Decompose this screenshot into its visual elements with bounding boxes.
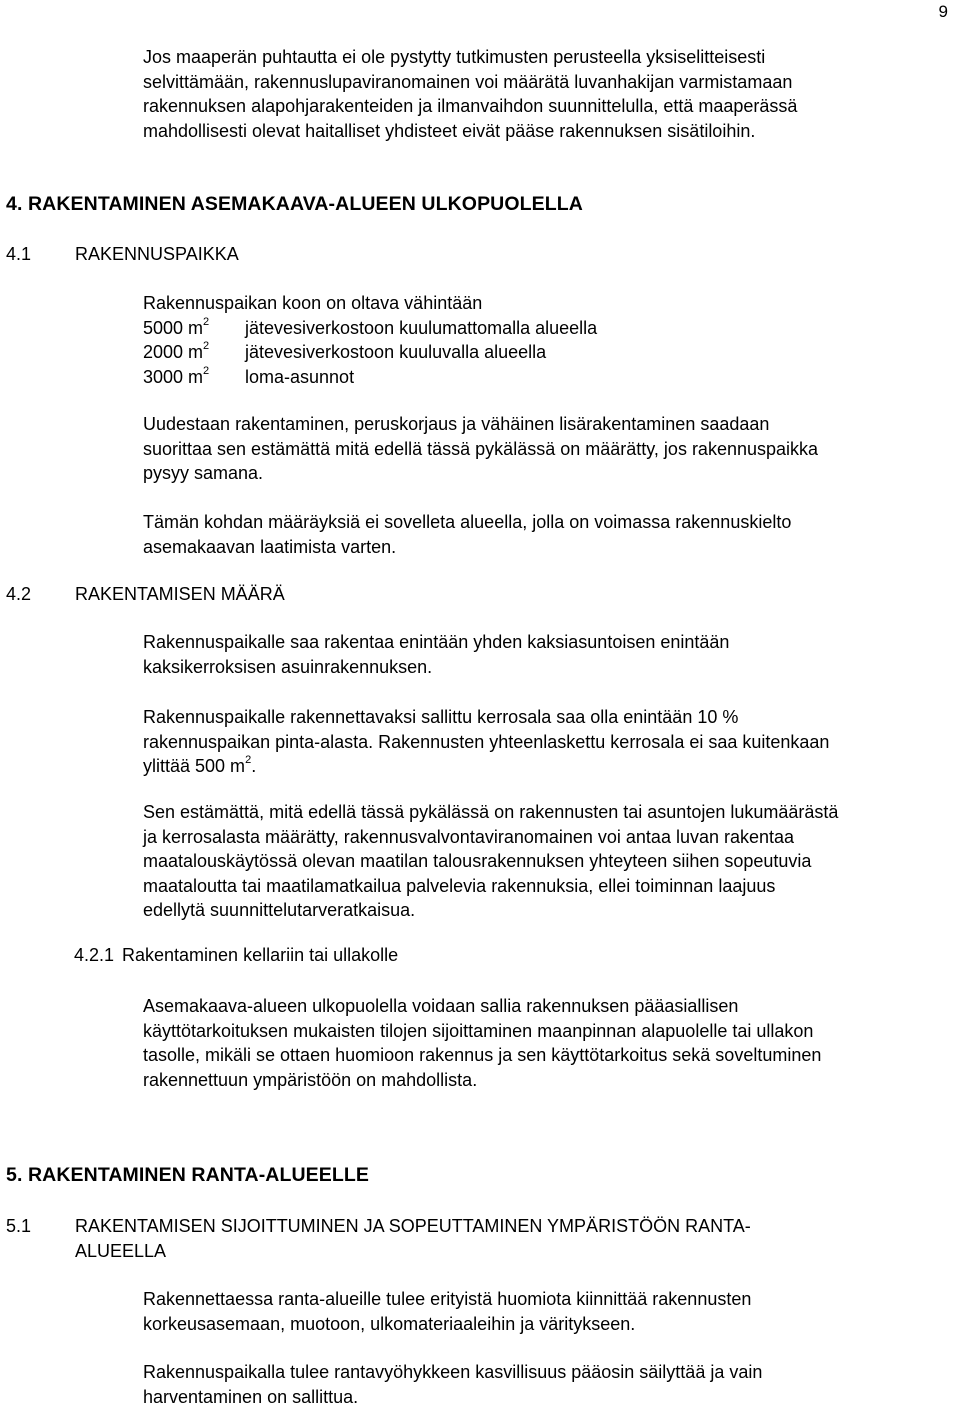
paragraph (143, 800, 953, 923)
section-title-line: RAKENTAMISEN SIJOITTUMINEN JA SOPEUTTAMINEN YMPÄRISTÖÖN RANTA- (75, 1214, 946, 1239)
text-line: maatalouskäytössä olevan maatilan talousrakennuksen yhteyteen siihen sopeutuvia (143, 849, 953, 874)
section-4-2-1-heading (74, 945, 398, 966)
section-4-1-heading (6, 242, 946, 267)
section-4-heading: 4. RAKENTAMINEN ASEMAKAAVA-ALUEEN ULKOPUOLELLA (6, 193, 583, 216)
paragraph (143, 705, 953, 779)
text-line: rakennuksen alapohjarakenteiden ja ilmanvaihdon suunnittelulla, että maaperässä (143, 94, 953, 119)
text-line: rakennuspaikan pinta-alasta. Rakennusten yhteenlaskettu kerrosala ei saa kuitenkaan (143, 730, 953, 755)
section-4-2-heading (6, 582, 946, 607)
plot-size-lead: Rakennuspaikan koon on oltava vähintään (143, 291, 597, 316)
section-title: RAKENTAMISEN MÄÄRÄ (75, 582, 946, 607)
section-5-1-heading (6, 1214, 946, 1264)
area-size: 2000 $m^2$ (143, 340, 245, 365)
text-line: suorittaa sen estämättä mitä edellä tässä pykälässä on määrätty, jos rakennuspaikka (143, 437, 953, 462)
plot-size-requirements (143, 291, 597, 389)
paragraph (143, 1287, 953, 1336)
section-number: 4.1 (6, 242, 31, 267)
area-row (143, 340, 597, 365)
area-description: loma-asunnot (245, 365, 354, 390)
area-size: 5000 $m^2$ (143, 316, 245, 341)
text-line: maataloutta tai maatilamatkailua palvelevia rakennuksia, ellei toiminnan laajuus (143, 874, 953, 899)
paragraph (143, 994, 953, 1092)
paragraph (143, 412, 953, 486)
page-number: 9 (939, 2, 948, 22)
text-line: Asemakaava-alueen ulkopuolella voidaan sallia rakennuksen pääasiallisen (143, 994, 953, 1019)
text-line: Rakennuspaikalle saa rakentaa enintään yhden kaksiasuntoisen enintään (143, 630, 953, 655)
area-row (143, 365, 597, 390)
text-line: tasolle, mikäli se ottaen huomioon rakennus ja sen käyttötarkoitus sekä soveltuminen (143, 1043, 953, 1068)
text-line: Rakennuspaikalle rakennettavaksi sallittu kerrosala saa olla enintään 10 % (143, 705, 953, 730)
text-line: selvittämään, rakennuslupaviranomainen voi määrätä luvanhakijan varmistamaan (143, 70, 953, 95)
area-row (143, 316, 597, 341)
text-line: Tämän kohdan määräyksiä ei sovelleta alueella, jolla on voimassa rakennuskielto (143, 510, 953, 535)
paragraph (143, 1360, 953, 1409)
paragraph (143, 510, 953, 559)
text-line: ja kerrosalasta määrätty, rakennusvalvontaviranomainen voi antaa luvan rakentaa (143, 825, 953, 850)
text-line: harventaminen on sallittua. (143, 1385, 953, 1409)
text-line: kaksikerroksisen asuinrakennuksen. (143, 655, 953, 680)
text-line: pysyy samana. (143, 461, 953, 486)
text-line: Rakennettaessa ranta-alueille tulee erityistä huomiota kiinnittää rakennusten (143, 1287, 953, 1312)
text-line: käyttötarkoituksen mukaisten tilojen sijoittaminen maanpinnan alapuolelle tai ullakon (143, 1019, 953, 1044)
text-line: korkeusasemaan, muotoon, ulkomateriaaleihin ja väritykseen. (143, 1312, 953, 1337)
area-description: jätevesiverkostoon kuuluvalla alueella (245, 340, 546, 365)
text-line: asemakaavan laatimista varten. (143, 535, 953, 560)
text-line: Jos maaperän puhtautta ei ole pystytty tutkimusten perusteella yksiselitteisesti (143, 45, 953, 70)
area-description: jätevesiverkostoon kuulumattomalla alueella (245, 316, 597, 341)
text-line: ylittää 500 $m^2$. (143, 754, 953, 779)
section-number: 4.2 (6, 582, 31, 607)
text-line: Sen estämättä, mitä edellä tässä pykälässä on rakennusten tai asuntojen lukumäärästä (143, 800, 953, 825)
text-line: Rakennuspaikalla tulee rantavyöhykkeen kasvillisuus pääosin säilyttää ja vain (143, 1360, 953, 1385)
text-line: mahdollisesti olevat haitalliset yhdisteet eivät pääse rakennuksen sisätiloihin. (143, 119, 953, 144)
section-title: Rakentaminen kellariin tai ullakolle (122, 945, 398, 965)
paragraph (143, 630, 953, 679)
area-size: 3000 $m^2$ (143, 365, 245, 390)
section-title (75, 1214, 946, 1264)
text-line: Uudestaan rakentaminen, peruskorjaus ja vähäinen lisärakentaminen saadaan (143, 412, 953, 437)
section-5-heading: 5. RAKENTAMINEN RANTA-ALUEELLE (6, 1164, 369, 1187)
section-number: 4.2.1 (74, 945, 122, 966)
text-line: edellytä suunnittelutarveratkaisua. (143, 898, 953, 923)
section-title: RAKENNUSPAIKKA (75, 242, 946, 267)
section-title-line: ALUEELLA (75, 1239, 946, 1264)
text-line: rakennettuun ympäristöön on mahdollista. (143, 1068, 953, 1093)
section-number: 5.1 (6, 1214, 31, 1239)
intro-paragraph (143, 45, 953, 143)
